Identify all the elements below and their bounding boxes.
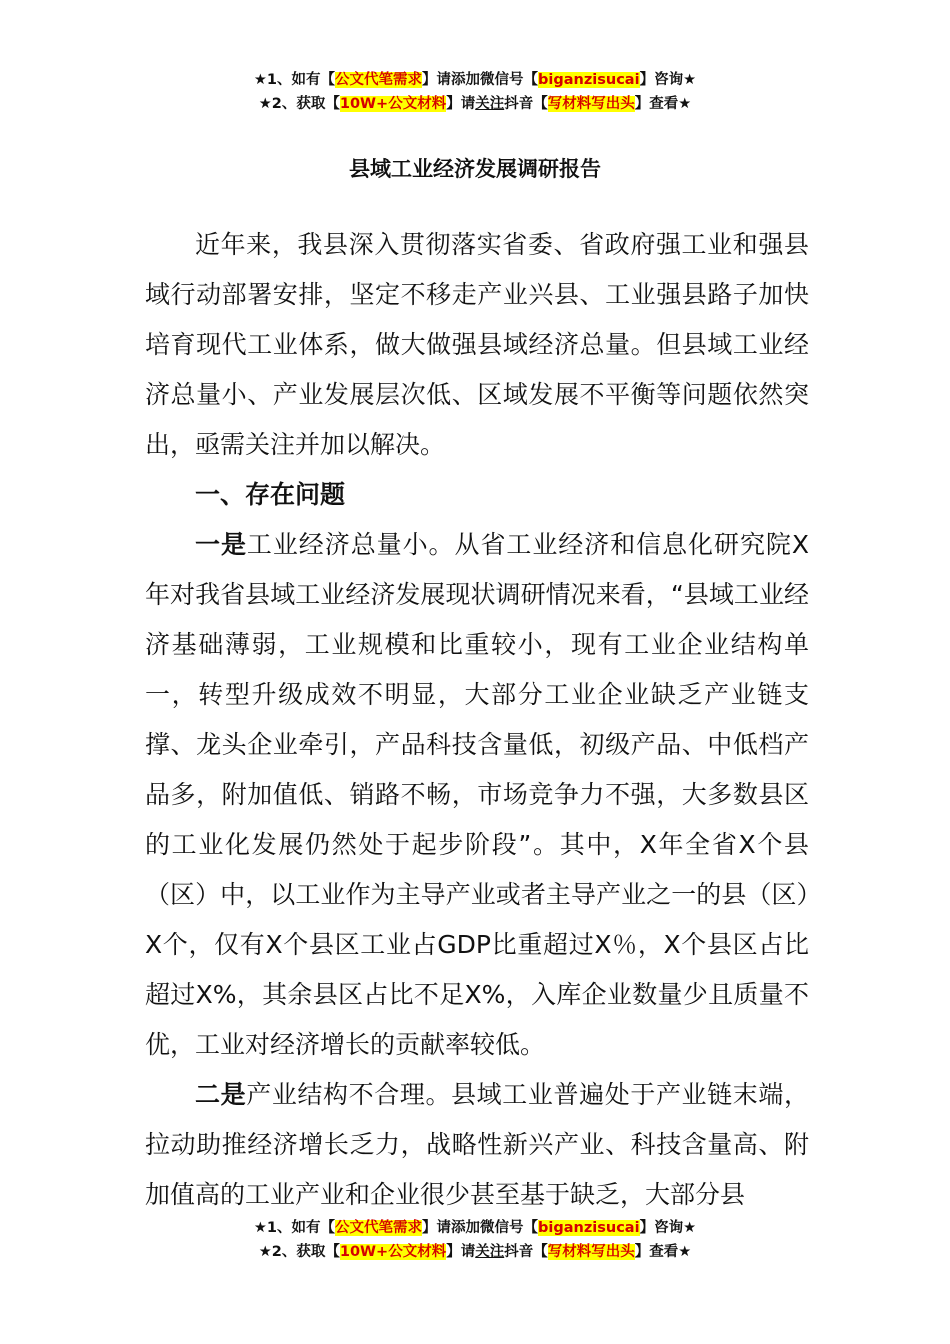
promo-line-1: ★1、如有【公文代笔需求】请添加微信号【biganzisucai】咨询★ <box>253 72 697 88</box>
section-heading-problems: 一、存在问题 <box>195 480 346 509</box>
document-title: 县域工业经济发展调研报告 <box>349 157 601 181</box>
intro-paragraph: 近年来，我县深入贯彻落实省委、省政府强工业和强县域行动部署安排，坚定不移走产业兴县、工业强县路子加快培育现代工业体系，做大做强县域经济总量。但县域工业经济总量小、产业发展层次低、区域发展不平衡等问题依然突出，亟需关注并加以解决。 <box>145 230 809 459</box>
paragraph-lead: 一是 <box>195 530 247 559</box>
douyin-account: 写材料写出头 <box>547 1244 635 1260</box>
promo-line-1: ★1、如有【公文代笔需求】请添加微信号【biganzisucai】咨询★ <box>253 1220 697 1236</box>
problem-paragraph-2: 二是产业结构不合理。县域工业普遍处于产业链末端，拉动助推经济增长乏力，战略性新兴产业、科技含量高、附加值高的工业产业和企业很少甚至基于缺乏，大部分县 <box>145 1080 809 1209</box>
problem-paragraph-1: 一是工业经济总量小。从省工业经济和信息化研究院X年对我省县域工业经济发展现状调研情况来看，“县域工业经济基础薄弱，工业规模和比重较小，现有工业企业结构单一，转型升级成效不明显，大部分工业企业缺乏产业链支撑、龙头企业牵引，产品科技含量低，初级产品、中低档产品多，附加值低、销路不畅，市场竞争力不强，大多数县区的工业化发展仍然处于起步阶段”。其中，X年全省X个县（区）中，以工业作为主导产业或者主导产业之一的县（区）X个，仅有X个县区工业占GDP比重超过X％，X个县区占比超过X%，其余县区占比不足X%，入库企业数量少且质量不优，工业对经济增长的贡献率较低。 <box>145 530 809 1059</box>
promo-line-2: ★2、获取【10W+公文材料】请关注抖音【写材料写出头】查看★ <box>258 96 692 112</box>
promo-line-2: ★2、获取【10W+公文材料】请关注抖音【写材料写出头】查看★ <box>258 1244 692 1260</box>
footer-promo-banner <box>0 1216 950 1264</box>
paragraph-lead: 二是 <box>195 1080 247 1109</box>
document-body <box>145 220 809 1220</box>
wechat-id: biganzisucai <box>538 1220 640 1236</box>
header-promo-banner <box>0 68 950 116</box>
douyin-account: 写材料写出头 <box>547 96 635 112</box>
wechat-id: biganzisucai <box>538 72 640 88</box>
